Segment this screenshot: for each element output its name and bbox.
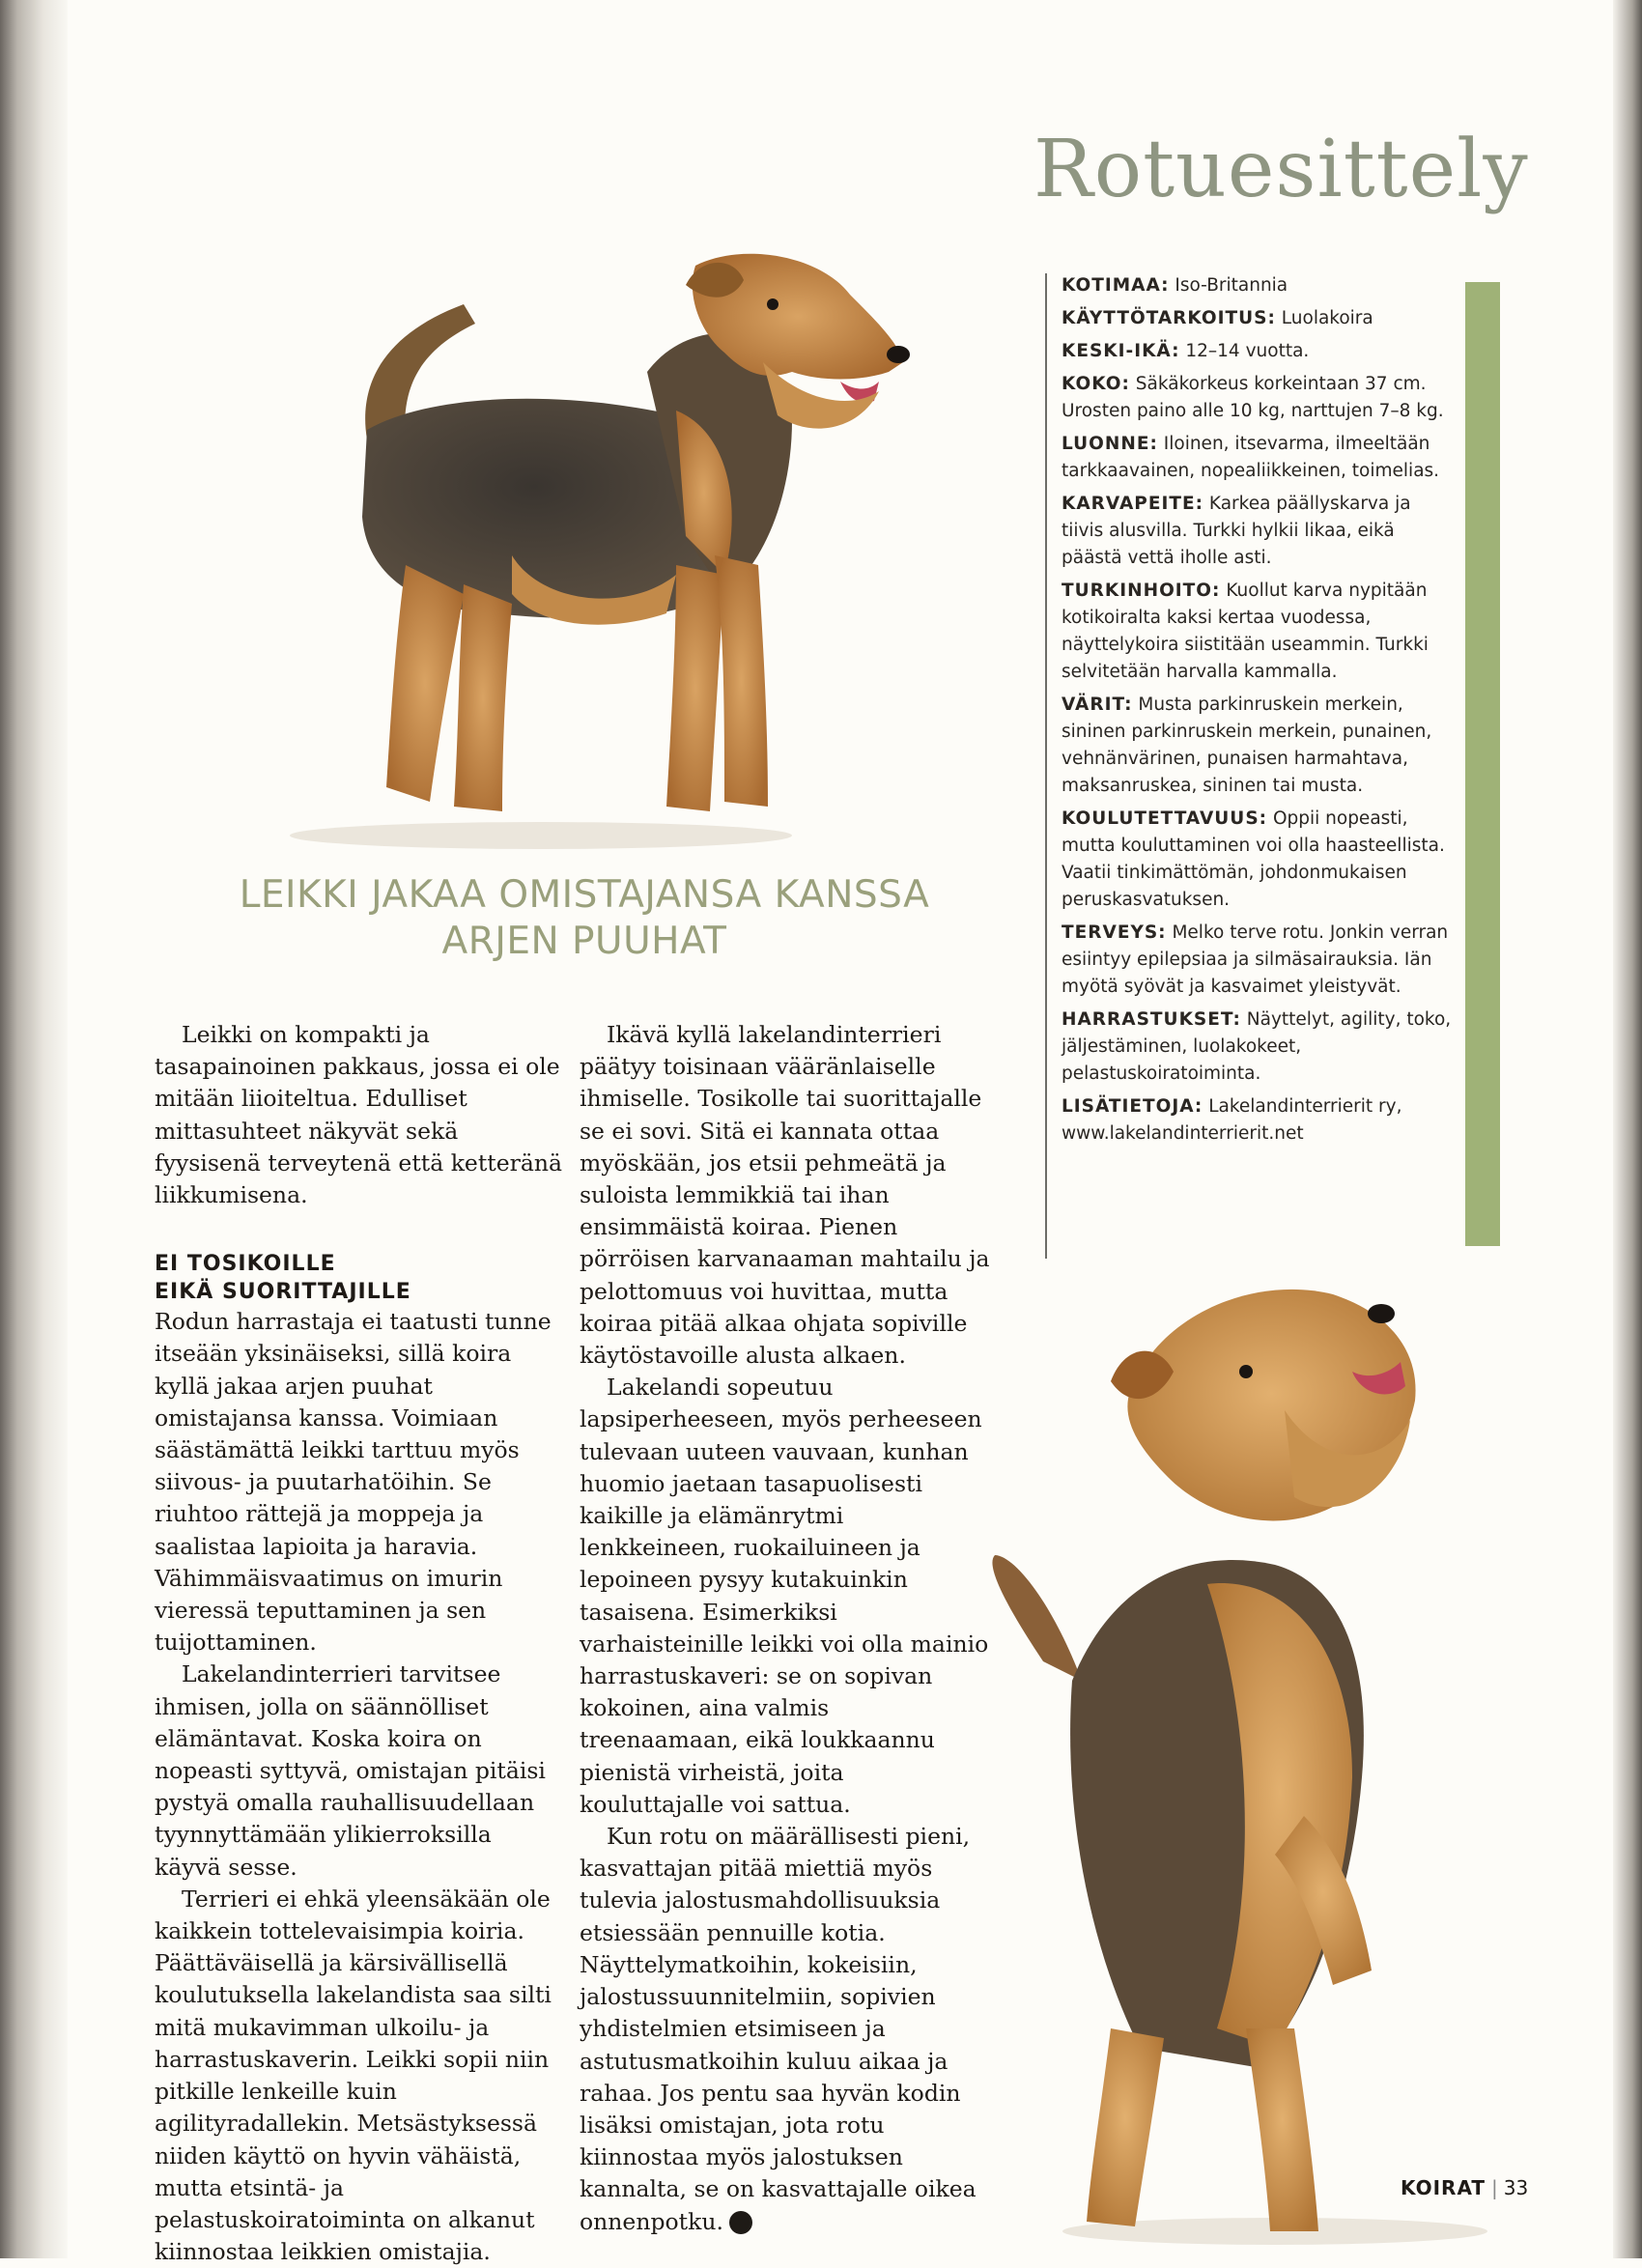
dog-standing-photo — [222, 246, 956, 855]
fact-item — [1062, 692, 1458, 800]
page-edge — [1613, 0, 1642, 2258]
article-column-1 — [155, 1019, 565, 2268]
fact-text: 12–14 vuotta. — [1185, 341, 1310, 361]
fact-text: Iloinen, itsevarma, ilmeeltään tarkkaavainen, nopealiikkeinen, toimelias. — [1062, 434, 1440, 481]
page-title: Rotuesittely — [1033, 124, 1529, 215]
fact-label: VÄRIT: — [1062, 695, 1133, 715]
fact-text: Kuollut karva nypitään kotikoiralta kaksi kertaa vuodessa, näyttelykoira siistitään useammin. Turkki selvitetään harvalla kammalla. — [1062, 581, 1429, 682]
fact-item — [1062, 338, 1458, 365]
fact-text: Luolakoira — [1281, 308, 1373, 328]
page-footer — [1401, 2176, 1594, 2199]
fact-label: KARVAPEITE: — [1062, 494, 1204, 514]
subheading — [155, 1250, 565, 1306]
paragraph: Lakelandinterrieri tarvitsee ihmisen, jolla on säännölliset elämäntavat. Koska koira on nopeasti syttyvä, omistajan pitäisi pystyä omalla rauhallisuudellaan tyynnyttämään ylikierroksilla käyvä sesse. — [155, 1660, 546, 1881]
fact-text: Säkäkorkeus korkeintaan 37 cm. Urosten paino alle 10 kg, narttujen 7–8 kg. — [1062, 374, 1444, 421]
page-number: 33 — [1503, 2176, 1529, 2199]
fact-label: LUONNE: — [1062, 434, 1158, 454]
fact-box — [1062, 272, 1458, 1153]
end-mark-icon: K — [729, 2211, 752, 2234]
fact-item — [1062, 491, 1458, 572]
magazine-name: KOIRAT — [1401, 2176, 1486, 2199]
paragraph: Rodun harrastaja ei taatusti tunne itseään yksinäiseksi, sillä koira kyllä jakaa arjen puuhat omistajansa kanssa. Voimiaan säästämättä leikki tarttuu myös siivous- ja puutarhatöihin. Se riuhtoo rättejä ja moppeja ja saalistaa lapioita ja haravia. Vähimmäisvaatimus on imurin vieressä teputtaminen ja sen tuijottaminen. — [155, 1308, 552, 1657]
fact-item — [1062, 431, 1458, 485]
paragraph-text: Kun rotu on määrällisesti pieni, kasvattajan pitää miettiä myös tulevia jalostusmahdollisuuksia etsiessään pennuille kotia. Näyttelymatkoihin, kokeisiin, jalostussuunnitelmiin, sopivien yhdistelmien etsimiseen ja astutusmatkoihin kuluu aikaa ja rahaa. Jos pentu saa hyvän kodin lisäksi omistajan, jota rotu kiinnostaa myös jalostuksen kannalta, se on kasvattajalle oikea onnenpotku. — [580, 1823, 977, 2235]
fact-text: Näyttelyt, agility, toko, jäljestäminen, luolakokeet, pelastuskoiratoiminta. — [1062, 1009, 1452, 1084]
fact-box-rule — [1045, 273, 1047, 1259]
fact-text: Iso-Britannia — [1175, 275, 1288, 296]
fact-text: Melko terve rotu. Jonkin verran esiintyy epilepsiaa ja silmäsairauksia. Iän myötä syövät ja kasvaimet yleistyvät. — [1062, 922, 1449, 997]
fact-label: KOKO: — [1062, 374, 1130, 394]
fact-label: HARRASTUKSET: — [1062, 1009, 1241, 1030]
footer-separator: | — [1491, 2176, 1498, 2199]
fact-item — [1062, 305, 1458, 332]
fact-item — [1062, 920, 1458, 1001]
fact-box-accent-bar — [1465, 282, 1500, 1246]
fact-label: KOTIMAA: — [1062, 275, 1170, 296]
paragraph — [580, 1821, 990, 2238]
paragraph: Lakelandi sopeutuu lapsiperheeseen, myös perheeseen tulevaan uuteen vauvaan, kunhan huomio jaetaan tasapuolisesti kaikille ja elämänrytmi lenkkeineen, ruokailuineen ja lepoineen pysyy kutakuinkin tasaisena. Esimerkiksi varhaisteinille leikki voi olla mainio harrastuskaveri: se on sopivan kokoinen, aina valmis treenaamaan, eikä loukkaannu pienistä virheistä, joita kouluttajalle voi sattua. — [580, 1374, 989, 1818]
fact-item — [1062, 578, 1458, 686]
paragraph: Leikki on kompakti ja tasapainoinen pakkaus, jossa ei ole mitään liioiteltua. Edulliset mittasuhteet näkyvät sekä fyysisenä terveytenä että ketteränä liikkumisena. — [155, 1021, 563, 1209]
fact-item — [1062, 806, 1458, 914]
fact-label: LISÄTIETOJA: — [1062, 1096, 1203, 1117]
fact-label: TERVEYS: — [1062, 922, 1167, 943]
subheading-line: EI TOSIKOILLE — [155, 1252, 336, 1277]
headline: LEIKKI JAKAA OMISTAJANSA KANSSA ARJEN PUUHAT — [239, 873, 930, 963]
article-column-2 — [580, 1019, 990, 2238]
fact-text: Oppii nopeasti, mutta kouluttaminen voi olla haasteellista. Vaatii tinkimättömän, johdonmukaisen peruskasvatuksen. — [1062, 808, 1445, 910]
fact-item — [1062, 371, 1458, 425]
fact-text: Musta parkinruskein merkein, sininen parkinruskein merkein, punainen, vehnänvärinen, punaisen harmahtava, maksanruskea, sininen tai musta. — [1062, 695, 1432, 796]
fact-item — [1062, 1006, 1458, 1088]
fact-item — [1062, 1093, 1458, 1148]
fact-item — [1062, 272, 1458, 299]
fact-text: Lakelandinterrierit ry, www.lakelandinterrierit.net — [1062, 1096, 1402, 1144]
fact-text: Karkea päällyskarva ja tiivis alusvilla. Turkki hylkii likaa, eikä päästä vettä iholle asti. — [1062, 494, 1411, 568]
fact-label: KESKI-IKÄ: — [1062, 341, 1180, 361]
paragraph: Ikävä kyllä lakelandinterrieri päätyy toisinaan vääränlaiselle ihmiselle. Tosikolle tai suorittajalle se ei sovi. Sitä ei kannata ottaa myöskään, jos etsii pehmeätä ja suloista lemmikkiä tai ihan ensimmäistä koiraa. Pienen pörröisen karvanaaman mahtailu ja pelottomuus voi huvittaa, mutta koiraa pitää alkaa ohjata sopiville käytöstavoille alusta alkaen. — [580, 1021, 990, 1370]
fact-label: KOULUTETTAVUUS: — [1062, 808, 1268, 829]
subheading-line: EIKÄ SUORITTAJILLE — [155, 1280, 411, 1305]
binding-gutter — [0, 0, 68, 2258]
fact-label: TURKINHOITO: — [1062, 581, 1221, 601]
fact-label: KÄYTTÖTARKOITUS: — [1062, 308, 1276, 328]
paragraph: Terrieri ei ehkä yleensäkään ole kaikkein tottelevaisimpia koiria. Päättäväisellä ja kärsivällisellä koulutuksella lakelandista saa silti mitä mukavimman ulkoilu- ja harrastuskaverin. Leikki sopii niin pitkille lenkeille kuin agilityradallekin. Metsästyksessä niiden käyttö on hyvin vähäistä, mutta etsintä- ja pelastuskoiratoiminta on alkanut kiinnostaa leikkien omistajia. — [155, 1885, 552, 2266]
dog-jumping-photo — [966, 1275, 1545, 2251]
